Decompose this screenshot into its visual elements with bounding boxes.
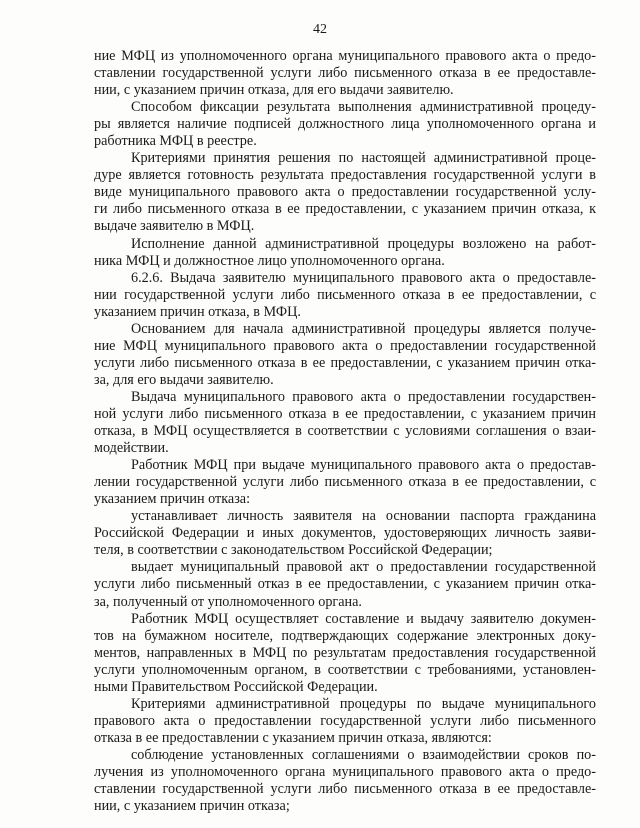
text-line: виде муниципального правового акта о предоставлении государственной услу- (94, 184, 596, 201)
text-line: Критериями административной процедуры по выдаче муниципального (131, 695, 596, 712)
text-line: указанием причин отказа: (94, 491, 251, 508)
text-line: Выдача муниципального правового акта о предоставлении государствен- (131, 388, 596, 405)
text-line: ние МФЦ муниципального правового акта о предоставлении государственной (94, 337, 596, 354)
text-line: 6.2.6. Выдача заявителю муниципального правового акта о предоставле- (131, 269, 596, 286)
text-line: лучения из уполномоченного органа муниципального правового акта о предо- (94, 763, 596, 780)
text-line: услуги либо письменного отказа в ее предоставлении, с указанием причин отка- (94, 354, 596, 371)
text-line: услуги либо письменный отказ в ее предоставлении, с указанием причин отка- (94, 576, 596, 593)
document-body (94, 48, 596, 815)
text-line: услуги уполномоченным органом, в соответствии с требованиями, установлен- (94, 661, 596, 678)
text-line: дуре является готовность результата предоставления государственной услуги в (94, 167, 596, 184)
text-line: Способом фиксации результата выполнения административной процеду- (131, 99, 596, 116)
text-line: работника МФЦ в реестре. (94, 133, 257, 150)
page-number: 42 (313, 22, 327, 37)
text-line: Работник МФЦ осуществляет составление и выдачу заявителю докумен- (131, 610, 596, 627)
text-line: нии, с указанием причин отказа; (94, 798, 290, 815)
text-line: Критериями принятия решения по настоящей административной проце- (131, 150, 596, 167)
text-line: нии государственной услуги либо письменного отказа в ее предоставлении, с (94, 286, 596, 303)
text-line: нии, с указанием причин отказа, для его выдачи заявителю. (94, 82, 454, 99)
text-line: выдает муниципальный правовой акт о предоставлении государственной (131, 559, 596, 576)
text-line: ставлении государственной услуги либо письменного отказа в ее предоставле- (94, 65, 596, 82)
text-line: тов на бумажном носителе, подтверждающих содержание электронных доку- (94, 627, 596, 644)
text-line: отказа, в МФЦ осуществляется в соответствии с условиями соглашения о взаи- (94, 423, 596, 440)
text-line: правового акта о предоставлении государственной услуги либо письменного (94, 712, 596, 729)
text-line: ги либо письменного отказа в ее предоставлении, с указанием причин отказа, к (94, 201, 596, 218)
text-line: теля, в соответствии с законодательством Российской Федерации; (94, 542, 493, 559)
text-line: указанием причин отказа, в МФЦ. (94, 303, 301, 320)
text-line: ментов, направленных в МФЦ по результатам предоставления государственной (94, 644, 596, 661)
text-line: ными Правительством Российской Федерации. (94, 678, 378, 695)
text-line: ние МФЦ из уполномоченного органа муниципального правового акта о предо- (94, 48, 596, 64)
text-line: за, полученный от уполномоченного органа. (94, 593, 362, 610)
text-line: устанавливает личность заявителя на основании паспорта гражданина (131, 508, 596, 525)
text-line: модействии. (94, 440, 169, 457)
text-line: выдаче заявителю в МФЦ. (94, 218, 255, 235)
text-line: Исполнение данной административной процедуры возложено на работ- (131, 235, 596, 252)
text-line: ной услуги либо письменного отказа в ее предоставлении, с указанием причин (94, 405, 596, 422)
text-line: Основанием для начала административной процедуры является получе- (131, 320, 596, 337)
text-line: ры является наличие подписей должностного лица уполномоченного органа и (94, 116, 596, 133)
text-line: отказа в ее предоставлении с указанием причин отказа, являются: (94, 729, 492, 746)
text-line: за, для его выдачи заявителю. (94, 371, 274, 388)
text-line: ставлении государственной услуги либо письменного отказа в ее предоставле- (94, 781, 596, 798)
text-line: соблюдение установленных соглашениями о взаимодействии сроков по- (131, 746, 596, 763)
text-line: Российской Федерации и иных документов, удостоверяющих личность заяви- (94, 525, 596, 542)
text-line: ника МФЦ и должностное лицо уполномоченного органа. (94, 252, 445, 269)
text-line: Работник МФЦ при выдаче муниципального правового акта о предостав- (131, 457, 596, 474)
text-line: лении государственной услуги либо письменного отказа в ее предоставлении, с (94, 474, 596, 491)
